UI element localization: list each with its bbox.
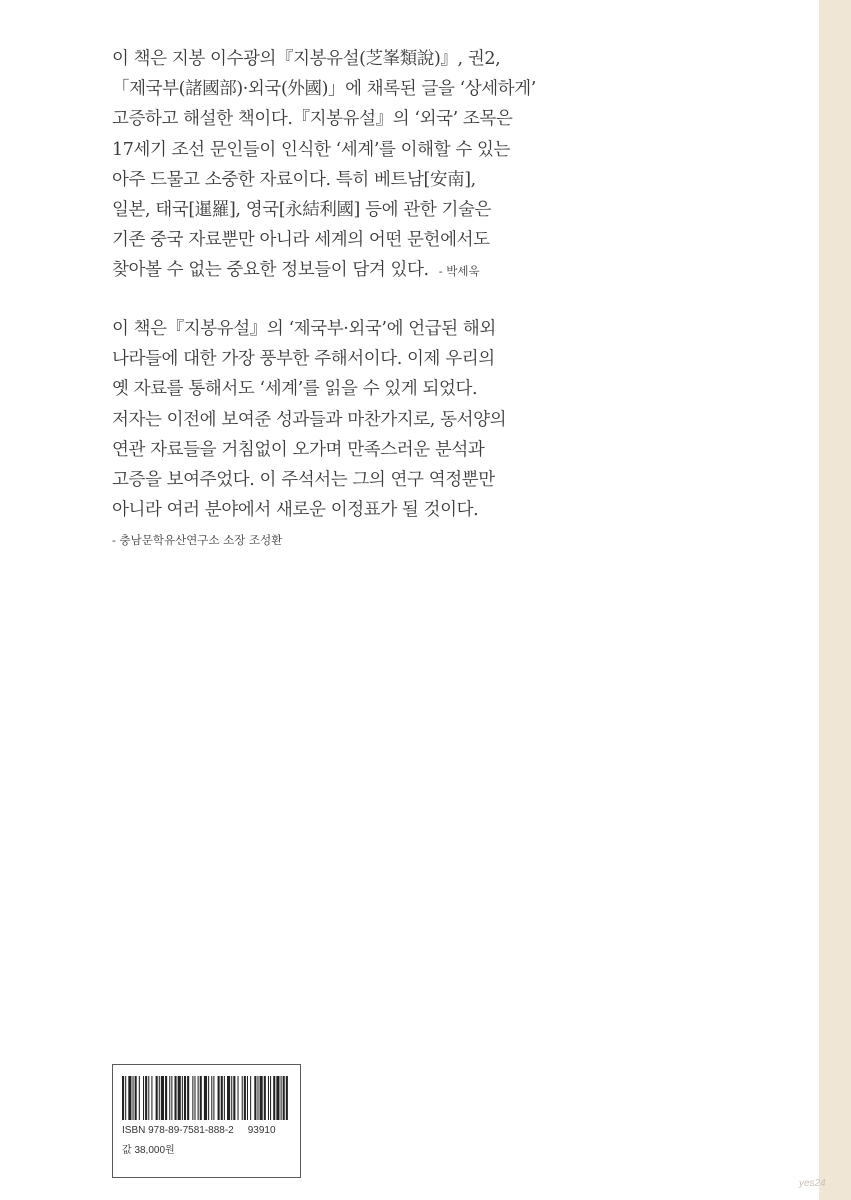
- barcode-bar: [143, 1076, 144, 1120]
- barcode-bar: [211, 1076, 212, 1120]
- review-blurb-2: [112, 314, 552, 551]
- barcode-bar: [135, 1076, 137, 1120]
- barcode-bar: [200, 1076, 202, 1120]
- blurb-line: 고증하고 해설한 책이다.『지봉유설』의 ‘외국’ 조목은: [112, 109, 513, 130]
- barcode-bar: [148, 1076, 149, 1120]
- blurb-line: 일본, 태국[暹羅], 영국[永結利國] 등에 관한 기술은: [112, 200, 492, 221]
- barcode-bar: [264, 1076, 266, 1120]
- review-attribution-1: - 박세욱: [438, 264, 480, 279]
- barcode-bar: [145, 1076, 147, 1120]
- barcode-bar: [268, 1076, 269, 1120]
- blurb-line: 기존 중국 자료뿐만 아니라 세계의 어떤 문헌에서도: [112, 230, 490, 251]
- blurb-line: 연관 자료들을 거침없이 오가며 만족스러운 분석과: [112, 439, 485, 460]
- barcode-bar: [171, 1076, 172, 1120]
- barcode-bar: [231, 1076, 232, 1120]
- barcode-bar: [238, 1076, 239, 1120]
- barcode-bar: [178, 1076, 181, 1120]
- review-blurb-2-text: [112, 314, 552, 525]
- barcode-bar: [125, 1076, 126, 1120]
- barcode-bar: [283, 1076, 285, 1120]
- barcode-bar: [233, 1076, 235, 1120]
- blurb-line-text: 찾아볼 수 없는 중요한 정보들이 담겨 있다.: [112, 260, 429, 281]
- barcode-bar: [198, 1076, 199, 1120]
- barcode-bar: [194, 1076, 195, 1120]
- barcode-bar: [165, 1076, 167, 1120]
- barcode-bar: [187, 1076, 189, 1120]
- barcode-bar: [133, 1076, 134, 1120]
- barcode-bar: [159, 1076, 160, 1120]
- barcode-bar: [281, 1076, 282, 1120]
- blurb-line-last: [112, 255, 552, 286]
- barcode-bar: [161, 1076, 164, 1120]
- barcode-bar: [221, 1076, 223, 1120]
- barcode-bar: [213, 1076, 214, 1120]
- barcode-bar: [192, 1076, 193, 1120]
- barcode-bar: [218, 1076, 220, 1120]
- blurb-line: 고증을 보여주었다. 이 주석서는 그의 연구 역정뿐만: [112, 470, 495, 491]
- isbn-addon-code: 93910: [247, 1125, 276, 1136]
- yes24-watermark: yes24: [799, 1178, 826, 1189]
- review-attribution-2: - 충남문학유산연구소 소장 조성환: [112, 533, 283, 548]
- barcode-bar: [122, 1076, 124, 1120]
- barcode-bar: [247, 1076, 248, 1120]
- barcode-bar: [227, 1076, 230, 1120]
- barcode-bar: [273, 1076, 275, 1120]
- barcode-bar: [250, 1076, 251, 1120]
- barcode-bar: [139, 1076, 140, 1120]
- barcode-bar: [151, 1076, 152, 1120]
- isbn-number: ISBN 978-89-7581-888-2: [122, 1125, 234, 1136]
- spine-strip: [819, 0, 851, 1200]
- barcode-bar: [128, 1076, 131, 1120]
- barcode-bar: [204, 1076, 207, 1120]
- blurb-line: 17세기 조선 문인들이 인식한 ‘세계’를 이해할 수 있는: [112, 139, 511, 160]
- review-blurb-1-text: [112, 44, 552, 287]
- barcode-bar: [254, 1076, 256, 1120]
- barcode-bar: [257, 1076, 258, 1120]
- barcode-bar: [182, 1076, 183, 1120]
- barcode-bar: [286, 1076, 288, 1120]
- barcode-bar: [242, 1076, 243, 1120]
- barcode-bar: [156, 1076, 158, 1120]
- barcode-bar: [184, 1076, 186, 1120]
- barcode-bar: [260, 1076, 263, 1120]
- blurb-line: 저자는 이전에 보여준 성과들과 마찬가지로, 동서양의: [112, 409, 507, 430]
- barcode-bar: [224, 1076, 225, 1120]
- price-label: 값 38,000원: [122, 1145, 175, 1156]
- barcode-icon: [122, 1076, 291, 1120]
- barcode-bar: [244, 1076, 246, 1120]
- blurb-line: 옛 자료를 통해서도 ‘세계’를 읽을 수 있게 되었다.: [112, 379, 478, 400]
- barcode-bar: [270, 1076, 271, 1120]
- barcode-bar: [208, 1076, 209, 1120]
- barcode-bar: [169, 1076, 170, 1120]
- isbn-line: [122, 1125, 276, 1136]
- blurb-line: 아니라 여러 분야에서 새로운 이정표가 될 것이다.: [112, 500, 479, 521]
- barcode-bar: [276, 1076, 279, 1120]
- review-blurb-1: [112, 44, 552, 287]
- blurb-line: 이 책은 지봉 이수광의『지봉유설(芝峯類說)』, 권2,: [112, 49, 501, 69]
- barcode-bar: [175, 1076, 177, 1120]
- blurb-line: 나라들에 대한 가장 풍부한 주해서이다. 이제 우리의: [112, 349, 495, 370]
- blurb-line: 「제국부(諸國部)·외국(外國)」에 채록된 글을 ‘상세하게’: [112, 79, 536, 100]
- blurb-line: 아주 드물고 소중한 자료이다. 특히 베트남[安南],: [112, 169, 476, 190]
- blurb-line: 이 책은『지봉유설』의 ‘제국부·외국’에 언급된 해외: [112, 319, 496, 339]
- isbn-barcode-box: [112, 1064, 301, 1178]
